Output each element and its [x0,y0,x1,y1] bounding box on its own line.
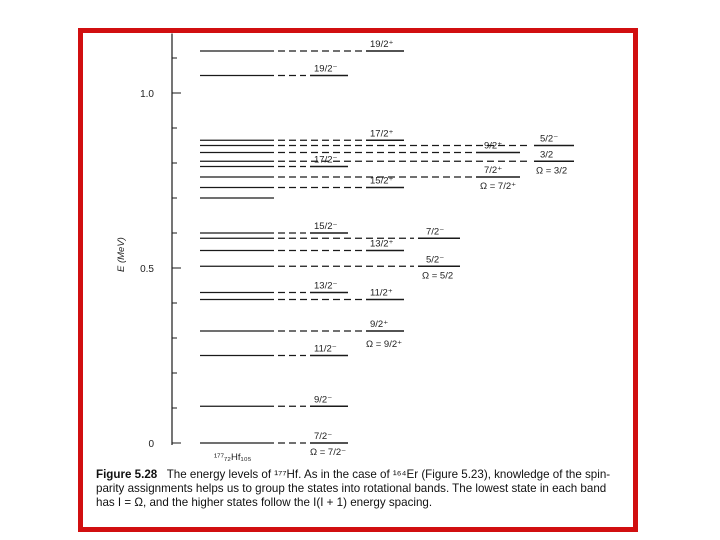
level-label: 9/2⁺ [370,319,389,330]
band-label: Ω = 3/2 [536,165,568,177]
figure-caption [96,468,616,510]
band-label: Ω = 7/2⁻ [310,447,347,458]
band-label: Ω = 7/2⁺ [480,181,517,192]
level-label: 11/2⁺ [370,287,393,299]
level-label: 7/2⁻ [314,431,333,442]
level-label: 19/2⁻ [314,63,338,75]
level-label: 3/2 [540,149,554,161]
level-label: 9/2⁺ [484,140,503,152]
energy-axis [140,34,181,451]
level-label: 17/2⁻ [314,154,338,166]
level-label: 7/2⁺ [484,165,503,176]
level-label: 15/2⁻ [314,221,338,232]
level-label: 11/2⁻ [314,343,337,355]
level-label: 13/2⁻ [314,280,338,292]
level-label: 13/2⁺ [370,238,394,250]
band-label: Ω = 5/2 [422,270,454,282]
level-label: 15/2⁺ [370,175,394,187]
axis-tick-label: 0 [148,439,154,450]
caption-text: The energy levels of ¹⁷⁷Hf. As in the case of ¹⁶⁴Er (Figure 5.23), knowledge of the spin-parity assignments helps us to group the states into rotational bands. The lowest state in each band has I = Ω, and the higher states follow the I(I + 1) energy spacing. [96,468,611,509]
axis-tick-label: 1.0 [140,89,154,100]
level-label: 5/2⁻ [426,254,445,266]
y-axis-label: E (MeV) [116,237,127,272]
ground-levels [200,51,274,443]
level-label: 9/2⁻ [314,394,333,406]
axis-tick-label: 0.5 [140,264,154,275]
level-label: 5/2⁻ [540,133,559,145]
level-label: 19/2⁺ [370,39,394,50]
level-label: 7/2⁻ [426,226,445,238]
band-label: Ω = 9/2⁺ [366,339,403,350]
nucleus-label: ¹⁷⁷₇₂Hf₁₀₅ [214,452,252,463]
level-label: 17/2⁺ [370,128,394,140]
rotational-bands [278,39,574,458]
figure-label: Figure 5.28 [96,468,158,481]
